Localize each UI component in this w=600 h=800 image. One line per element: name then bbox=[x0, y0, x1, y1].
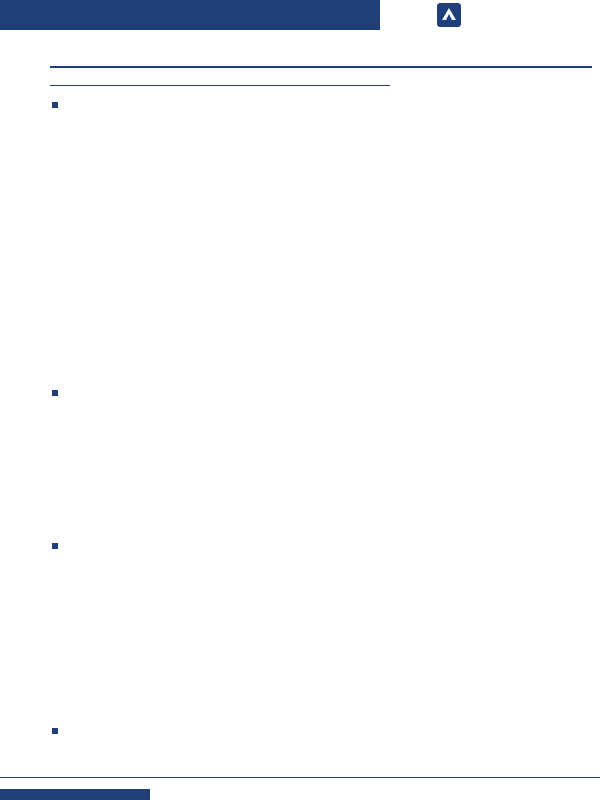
viewpoint-heading bbox=[50, 84, 390, 86]
company-logo bbox=[436, 2, 596, 36]
footer-rule bbox=[0, 777, 600, 778]
header-bar bbox=[0, 0, 380, 30]
paragraph-spring bbox=[52, 100, 392, 111]
config-heading bbox=[52, 388, 392, 399]
bullet-icon bbox=[52, 728, 58, 734]
risk-warning bbox=[52, 726, 392, 737]
bullet-icon bbox=[52, 390, 58, 396]
bullet-icon bbox=[52, 102, 58, 108]
logo-mark-icon bbox=[436, 2, 462, 28]
title-rule bbox=[50, 66, 592, 68]
bullet-icon bbox=[52, 543, 58, 549]
disclaimer-bar bbox=[0, 789, 150, 800]
table-title bbox=[52, 541, 392, 552]
